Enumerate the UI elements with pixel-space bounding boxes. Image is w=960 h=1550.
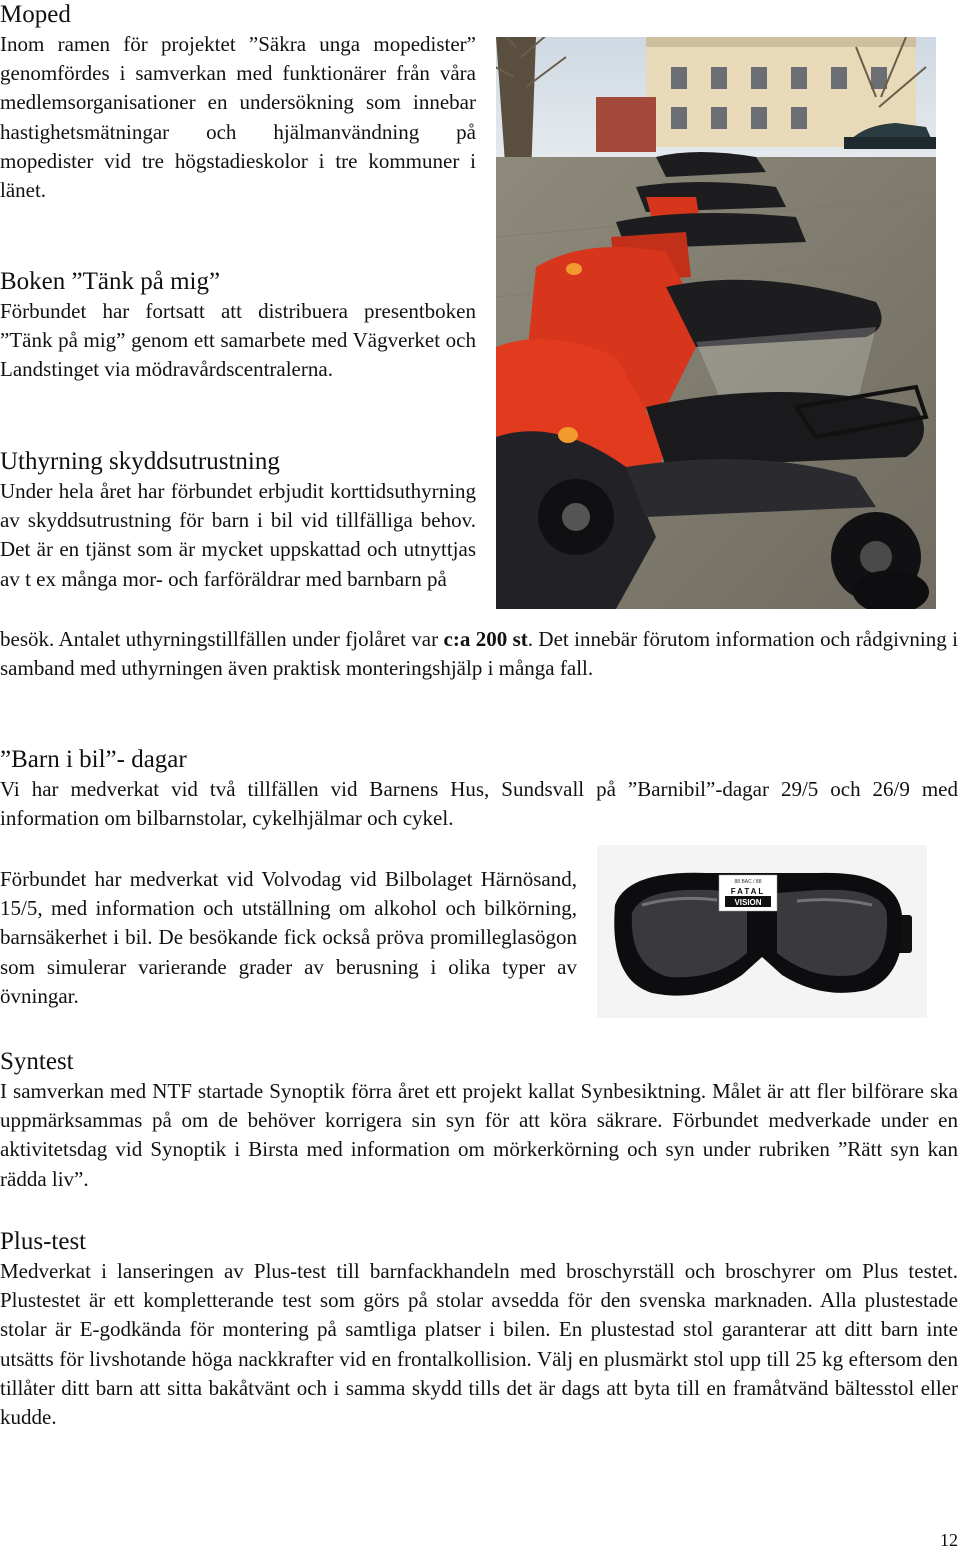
section-body: Vi har medverkat vid två tillfällen vid Barnens Hus, Sundsvall på ”Barnibil”-dagar 29/5 och 26/9 med information om bilbarnstolar, cykelhjälmar och cykel.	[0, 777, 958, 831]
section-body-full	[0, 625, 958, 683]
section-heading: Plus-test	[0, 1228, 87, 1255]
goggles-brand-bottom: VISION	[734, 898, 762, 907]
section-heading: Syntest	[0, 1048, 74, 1075]
section-boken	[0, 267, 476, 385]
section-volvodag	[0, 865, 577, 1011]
moped-photo	[496, 37, 936, 609]
section-body-narrow: Under hela året har förbundet erbjudit korttidsuthyrning av skyddsutrustning för barn i bil vid tillfälliga behov. Det är en tjänst som är mycket uppskattad och utnyttjas av t ex många mor- och farföräldrar med barnbarn på	[0, 479, 476, 591]
section-syntest	[0, 1047, 958, 1194]
goggles-illustration	[597, 845, 927, 1018]
section-barn-i-bil	[0, 745, 958, 833]
section-body: Förbundet har medverkat vid Volvodag vid Bilbolaget Härnösand, 15/5, med information och utställning om alkohol och bilkörning, barnsäkerhet i bil. De besökande fick också pröva promilleglasögon som simulerar varierande grader av berusning i olika typer av övningar.	[0, 867, 577, 1008]
section-heading: ”Barn i bil”- dagar	[0, 746, 187, 773]
body-tail: . Det innebär förutom information och rådgivning i samband med uthyrningen även praktisk monteringshjälp i många fall.	[0, 627, 958, 681]
section-body: Inom ramen för projektet ”Säkra unga mopedister” genomfördes i samverkan med funktionärer från våra medlemsorganisationer en undersökning som innebar hastighetsmätningar och hjälmanvändning på mopedister vid tre högstadieskolor i tre kommuner i länet.	[0, 32, 476, 203]
section-body: I samverkan med NTF startade Synoptik förra året ett projekt kallat Synbesiktning. Målet är att fler bilförare ska uppmärksammas på om de behöver korrigera sin syn för att köra säkrare. Förbundet medverkade under en aktivitetsdag vid Synoptik i Birsta med information om mörkerkörning och syn under rubriken ”Rätt syn kan rädda liv”.	[0, 1079, 958, 1191]
page-number: 12	[940, 1530, 958, 1550]
goggles-label-small: 88 BAC / 88	[734, 879, 762, 885]
section-heading: Moped	[0, 1, 71, 28]
section-heading: Boken ”Tänk på mig”	[0, 268, 221, 295]
section-uthyrning	[0, 447, 476, 594]
moped-photo-illustration	[496, 37, 936, 609]
section-plustest	[0, 1227, 958, 1432]
section-moped	[0, 0, 476, 205]
goggles-brand-top: FATAL	[730, 887, 766, 896]
body-lead: besök. Antalet uthyrningstillfällen under fjolåret var	[0, 627, 444, 651]
body-bold-count: c:a 200 st	[443, 627, 528, 651]
section-body: Förbundet har fortsatt att distribuera presentboken ”Tänk på mig” genom ett samarbete med Vägverket och Landstinget via mödravårdscentralerna.	[0, 299, 476, 382]
section-heading: Uthyrning skyddsutrustning	[0, 448, 280, 475]
section-uthyrning-continued	[0, 625, 958, 683]
goggles-photo	[597, 845, 927, 1018]
section-body: Medverkat i lanseringen av Plus-test till barnfackhandeln med broschyrställ och broschyrer om Plus testet. Plustestet är ett kompletterande test som görs på stolar avsedda för den svenska marknaden. Alla plustestade stolar är E-godkända för montering på samtliga platser i bilen. En plustestad stol garanterar att ditt barn inte utsätts för livshotande höga nackkrafter vid en frontalkollision. Välj en plusmärkt stol upp till 25 kg eftersom den tillåter ditt barn att sitta bakåtvänt och i samma skydd tills det är dags att byta till en framåtvänd bältesstol eller kudde.	[0, 1259, 958, 1430]
